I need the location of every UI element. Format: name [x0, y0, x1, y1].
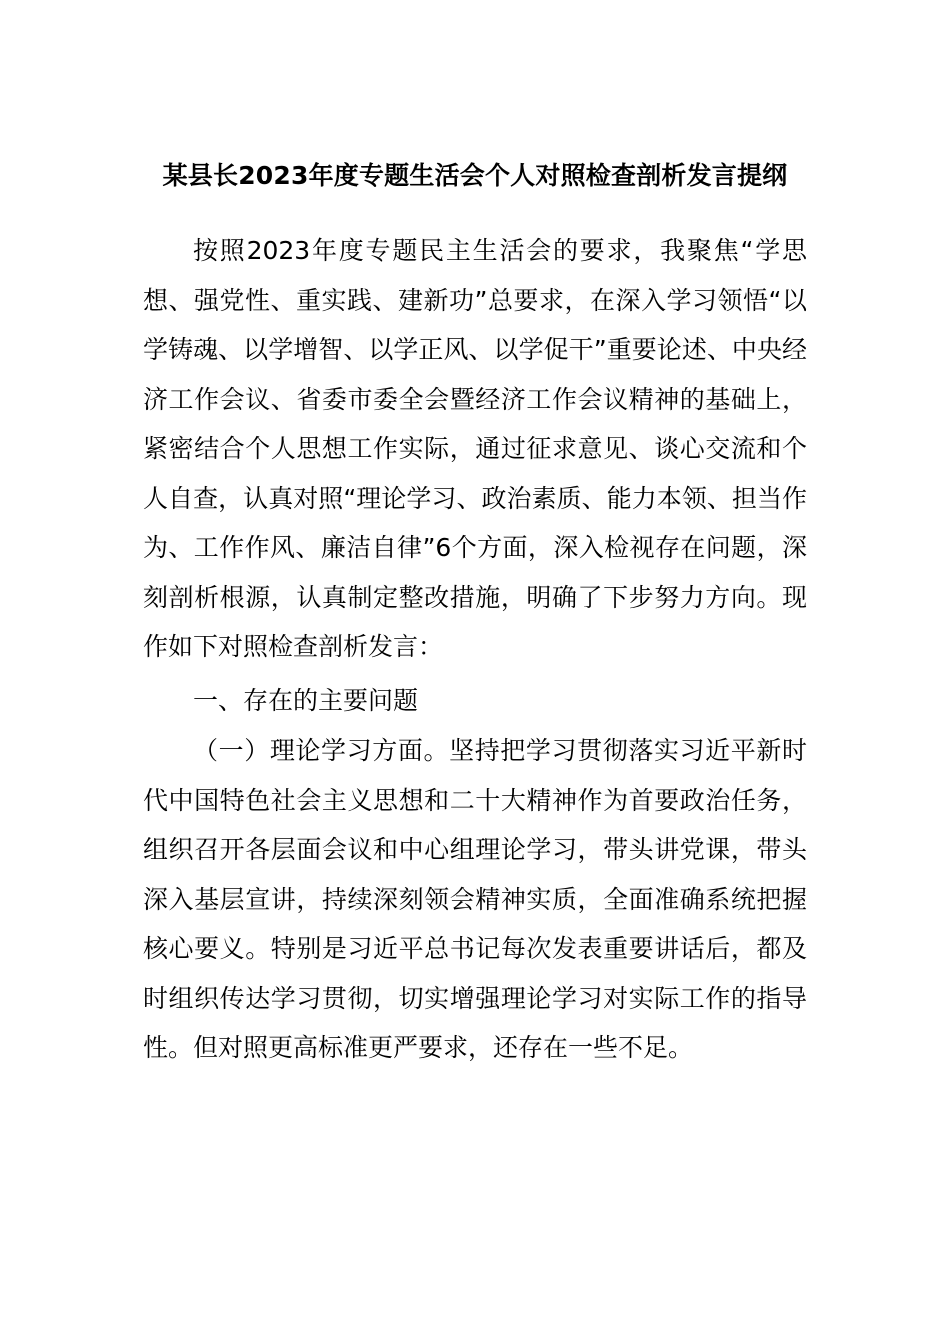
subsection-paragraph: （一）理论学习方面。坚持把学习贯彻落实习近平新时代中国特色社会主义思想和二十大精神作为首要政治任务，组织召开各层面会议和中心组理论学习，带头讲党课，带头深入基层宣讲，持续深刻领会精神实质，全面准确系统把握核心要义。特别是习近平总书记每次发表重要讲话后，都及时组织传达学习贯彻，切实增强理论学习对实际工作的指导性。但对照更高标准更严要求，还存在一些不足。	[143, 736, 807, 1062]
section-heading: 一、存在的主要问题	[193, 686, 419, 715]
document-title: 某县长2023年度专题生活会个人对照检查剖析发言提纲	[162, 161, 788, 190]
intro-paragraph: 按照2023年度专题民主生活会的要求，我聚焦“学思想、强党性、重实践、建新功”总要求，在深入学习领悟“以学铸魂、以学增智、以学正风、以学促干”重要论述、中央经济工作会议、省委市委全会暨经济工作会议精神的基础上，紧密结合个人思想工作实际，通过征求意见、谈心交流和个人自查，认真对照“理论学习、政治素质、能力本领、担当作为、工作作风、廉洁自律”6个方面，深入检视存在问题，深刻剖析根源，认真制定整改措施，明确了下步努力方向。现作如下对照检查剖析发言：	[143, 236, 807, 661]
